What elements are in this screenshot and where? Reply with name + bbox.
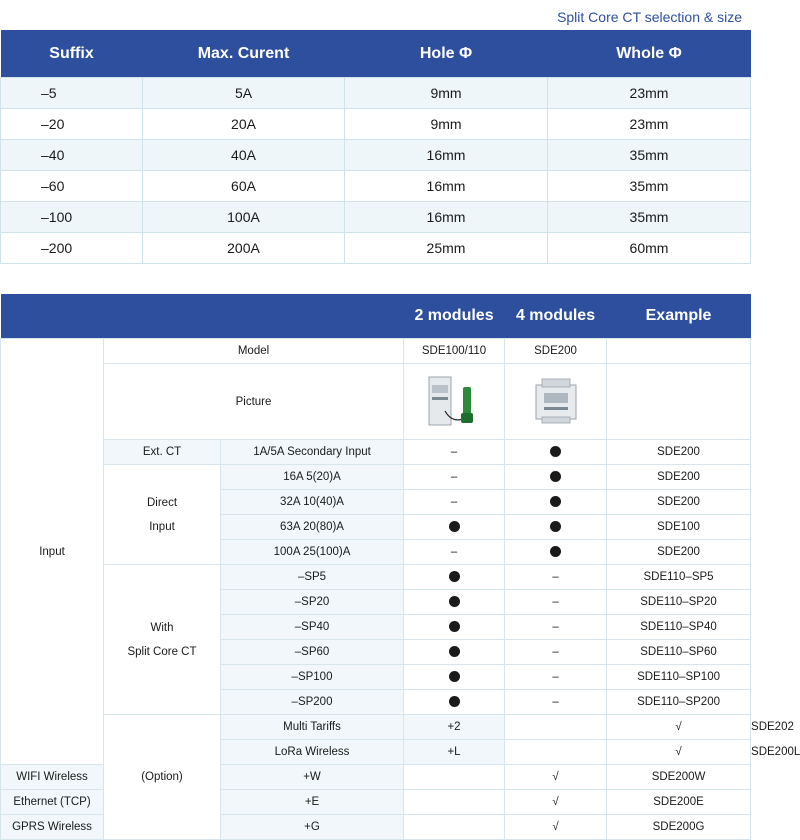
picture-row [1,364,751,440]
cell-suffix: –5 [1,78,143,109]
cell-current: 20A [143,109,345,140]
split-spec: –SP40 [221,615,404,640]
direct-2-modules: – [404,465,505,490]
picture-example [607,364,751,440]
option-group-label: (Option) [104,715,221,840]
direct-spec: 16A 5(20)A [221,465,404,490]
header-max-current: Max. Curent [143,30,345,78]
split-example: SDE110–SP5 [607,565,751,590]
ext-ct-example: SDE200 [607,440,751,465]
cell-current: 5A [143,78,345,109]
direct-2-modules: – [404,490,505,515]
available-dot-icon [449,646,460,657]
module-table-header [1,294,751,339]
model-row [1,339,751,364]
split-spec: –SP200 [221,690,404,715]
picture-label: Picture [104,364,404,440]
option-code: +E [221,790,404,815]
available-dot-icon [449,696,460,707]
cell-whole: 35mm [548,202,751,233]
direct-row [1,465,751,490]
ext-ct-label: Ext. CT [104,440,221,465]
split-row [1,565,751,590]
cell-whole: 35mm [548,140,751,171]
split-example: SDE110–SP60 [607,640,751,665]
model-4-modules: SDE200 [505,339,607,364]
direct-spec: 100A 25(100)A [221,540,404,565]
direct-example: SDE200 [607,540,751,565]
picture-2-modules [404,364,505,440]
table-row [1,140,751,171]
available-dot-icon [550,471,561,482]
split-4-modules: – [505,590,607,615]
cell-current: 200A [143,233,345,264]
direct-4-modules [505,515,607,540]
header-whole: Whole Φ [548,30,751,78]
option-code: +G [221,815,404,840]
available-dot-icon [449,596,460,607]
ext-ct-4-modules [505,440,607,465]
option-code: +L [404,740,505,765]
available-dot-icon [550,546,561,557]
cell-current: 60A [143,171,345,202]
cell-suffix: –100 [1,202,143,233]
split-example: SDE110–SP20 [607,590,751,615]
ct-size-table [0,30,751,264]
ct-table-header [1,30,751,78]
cell-current: 40A [143,140,345,171]
option-feature: Ethernet (TCP) [1,790,104,815]
option-feature: Multi Tariffs [221,715,404,740]
available-dot-icon [449,571,460,582]
split-2-modules [404,640,505,665]
option-4-modules: √ [505,765,607,790]
available-dot-icon [449,621,460,632]
option-code: +2 [404,715,505,740]
direct-label-line2: Input [149,520,175,533]
split-4-modules: – [505,640,607,665]
header-blank [1,294,404,339]
available-dot-icon [449,671,460,682]
header-suffix: Suffix [1,30,143,78]
option-code: +W [221,765,404,790]
option-2-modules [404,765,505,790]
option-2-modules [404,790,505,815]
split-core-label [104,565,221,715]
model-example [607,339,751,364]
option-example: SDE200W [607,765,751,790]
split-label-line2: Split Core CT [127,645,197,658]
direct-example: SDE200 [607,465,751,490]
cell-suffix: –60 [1,171,143,202]
table-row [1,78,751,109]
direct-4-modules [505,490,607,515]
split-2-modules [404,615,505,640]
split-spec: –SP100 [221,665,404,690]
cell-current: 100A [143,202,345,233]
picture-4-modules [505,364,607,440]
ext-ct-spec: 1A/5A Secondary Input [221,440,404,465]
available-dot-icon [550,496,561,507]
option-feature: GPRS Wireless [1,815,104,840]
option-2-modules [505,740,607,765]
direct-example: SDE100 [607,515,751,540]
split-4-modules: – [505,690,607,715]
split-example: SDE110–SP200 [607,690,751,715]
direct-spec: 32A 10(40)A [221,490,404,515]
meter-2-module-image [423,373,485,431]
option-2-modules [404,815,505,840]
cell-hole: 16mm [345,140,548,171]
available-dot-icon [550,446,561,457]
cell-whole: 23mm [548,109,751,140]
meter-4-module-image [528,377,584,427]
option-example: SDE200E [607,790,751,815]
ext-ct-row [1,440,751,465]
cell-hole: 9mm [345,78,548,109]
direct-label-line1: Direct [146,496,178,509]
split-spec: –SP5 [221,565,404,590]
split-4-modules: – [505,615,607,640]
cell-suffix: –40 [1,140,143,171]
option-2-modules [505,715,607,740]
available-dot-icon [449,521,460,532]
option-row: LoRa Wireless +L √ SDE200L [1,740,751,765]
option-example: SDE200G [607,815,751,840]
module-selection-table [0,294,800,840]
direct-2-modules: – [404,540,505,565]
cell-whole: 60mm [548,233,751,264]
split-2-modules [404,590,505,615]
ext-ct-2-modules: – [404,440,505,465]
table-row [1,171,751,202]
table-row [1,109,751,140]
page-title: Split Core CT selection & size [557,9,742,25]
header-hole: Hole Φ [345,30,548,78]
cell-whole: 35mm [548,171,751,202]
input-group-label: Input [1,339,104,765]
cell-hole: 16mm [345,202,548,233]
available-dot-icon [550,521,561,532]
header-4-modules: 4 modules [505,294,607,339]
model-2-modules: SDE100/110 [404,339,505,364]
table-row [1,233,751,264]
cell-hole: 16mm [345,171,548,202]
direct-input-label [104,465,221,565]
cell-hole: 9mm [345,109,548,140]
split-example: SDE110–SP40 [607,615,751,640]
direct-spec: 63A 20(80)A [221,515,404,540]
direct-4-modules [505,465,607,490]
split-2-modules [404,690,505,715]
header-2-modules: 2 modules [404,294,505,339]
direct-example: SDE200 [607,490,751,515]
option-4-modules: √ [607,740,751,765]
cell-hole: 25mm [345,233,548,264]
split-4-modules: – [505,665,607,690]
table-row [1,202,751,233]
model-label: Model [104,339,404,364]
option-feature: WIFI Wireless [1,765,104,790]
split-spec: –SP60 [221,640,404,665]
option-feature: LoRa Wireless [221,740,404,765]
split-label-line1: With [150,621,174,634]
cell-suffix: –200 [1,233,143,264]
option-4-modules: √ [607,715,751,740]
cell-suffix: –20 [1,109,143,140]
direct-4-modules [505,540,607,565]
split-spec: –SP20 [221,590,404,615]
option-row: (Option) Multi Tariffs +2 √ SDE202 [1,715,751,740]
option-4-modules: √ [505,815,607,840]
cell-whole: 23mm [548,78,751,109]
direct-2-modules [404,515,505,540]
split-example: SDE110–SP100 [607,665,751,690]
option-4-modules: √ [505,790,607,815]
split-4-modules: – [505,565,607,590]
split-2-modules [404,665,505,690]
header-example: Example [607,294,751,339]
split-2-modules [404,565,505,590]
